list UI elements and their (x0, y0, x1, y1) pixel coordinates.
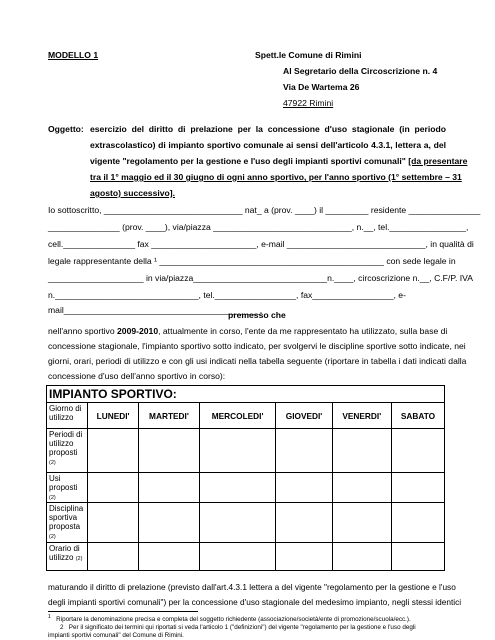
row-header-disciplina: Disciplina sportiva proposta (2) (47, 503, 88, 543)
table-title: IMPIANTO SPORTIVO: (47, 386, 445, 403)
table-cell[interactable] (276, 429, 332, 473)
oggetto-line-4: tra il 1° maggio ed il 30 giugno di ogni anno sportivo, per l'anno sportivo (1° settembre – 31 (90, 172, 462, 182)
footnote-2-cont: impianti sportivi comunali" del Comune di Rimini. (48, 632, 184, 639)
oggetto-line-5: agosto) successivo]. (90, 188, 176, 198)
footnote-1: $^1$ Riportare la denominazione precisa e completa del soggetto richiedente (associazione/società/ente di promozione/scuola/ecc.). (48, 614, 411, 624)
modello-label: MODELLO 1 (48, 50, 99, 60)
form-line-2: _______________ (prov. ____), via/piazza _____________________________, n.__, tel.________________, (48, 222, 469, 232)
day-venerdi: VENERDI' (332, 403, 391, 429)
day-sabato: SABATO (391, 403, 444, 429)
table-cell[interactable] (276, 473, 332, 503)
table-cell[interactable] (199, 503, 276, 543)
table-cell[interactable] (391, 473, 444, 503)
oggetto-label: Oggetto: (48, 124, 84, 134)
form-line-3: cell._______________ fax ______________________, e-mail _____________________________, in qualità di (48, 239, 474, 249)
row-header-orario: Orario di utilizzo (2) (47, 543, 88, 571)
oggetto-line-2: extrascolastico) di impianto sportivo comunale ai sensi dell'articolo 4.3.1, lettera a, del (90, 140, 446, 150)
day-mercoledi: MERCOLEDI' (199, 403, 276, 429)
day-giovedi: GIOVEDI' (276, 403, 332, 429)
row-header-giorno: Giorno di utilizzo (47, 403, 88, 429)
table-cell[interactable] (391, 503, 444, 543)
paragraph-line-4: concessione d'uso dell'anno sportivo in corso): (48, 371, 226, 381)
table-cell[interactable] (88, 543, 139, 571)
day-lunedi: LUNEDI' (88, 403, 139, 429)
table-cell[interactable] (391, 429, 444, 473)
premesso-heading: premesso che (228, 310, 286, 320)
table-cell[interactable] (88, 503, 139, 543)
table-cell[interactable] (391, 543, 444, 571)
form-line-6: n.______________________________, tel._________________, fax_________________, e- (48, 290, 406, 300)
day-martedi: MARTEDI' (139, 403, 200, 429)
table-cell[interactable] (276, 543, 332, 571)
table-cell[interactable] (332, 429, 391, 473)
oggetto-line-1: esercizio del diritto di prelazione per la concessione d'uso stagionale (in periodo (90, 124, 446, 134)
table-cell[interactable] (199, 473, 276, 503)
table-cell[interactable] (332, 473, 391, 503)
table-cell[interactable] (88, 473, 139, 503)
table-cell[interactable] (332, 503, 391, 543)
table-cell[interactable] (332, 543, 391, 571)
oggetto-line-3: vigente "regolamento per la gestione e l'uso degli impianti sportivi comunali" [da presentare (90, 156, 468, 166)
form-line-5: ____________________ in via/piazza____________________________n.____, circoscrizione n.__, C.F/P. IVA (48, 273, 473, 283)
row-header-usi: Usi proposti (2) (47, 473, 88, 503)
closing-line-2: degli impianti sportivi comunali") per la concessione d'uso stagionale del medesimo impianto, negli stessi identici (48, 597, 462, 607)
table-cell[interactable] (139, 503, 200, 543)
paragraph-line-1: nell'anno sportivo 2009-2010, attualmente in corso, l'ente da me rappresentato ha utilizzato, sulla base di (48, 326, 448, 336)
paragraph-line-2: concessione stagionale, l'impianto sportivo sotto indicato, per svolgervi le discipline sportive sotto indicate, nei (48, 341, 466, 351)
table-cell[interactable] (139, 429, 200, 473)
recipient-line-2: Al Segretario della Circoscrizione n. 4 (283, 66, 438, 76)
footnote-2: 2 Per il significato dei termini qui riportati si veda l'articolo 1 ("definizioni") del vigente "regolamento per la gestione e l'uso degli (60, 624, 416, 631)
table-cell[interactable] (199, 543, 276, 571)
form-line-1: Io sottoscritto, _____________________________ nat_ a (prov. ____) il _________ residente _______________ (48, 205, 481, 215)
recipient-line-3: Via De Wartema 26 (283, 82, 360, 92)
paragraph-line-3: giorni, orari, periodi di utilizzo e con gli usi indicati nella tabella seguente (riportare in tabella i dati indicati dalla (48, 356, 467, 366)
table-cell[interactable] (199, 429, 276, 473)
table-cell[interactable] (139, 473, 200, 503)
form-line-4: legale rappresentante della ¹ _______________________________________________ con sede legale in (48, 256, 456, 266)
table-cell[interactable] (276, 503, 332, 543)
schedule-table (46, 385, 445, 571)
recipient-line-4: 47922 Rimini (283, 98, 334, 108)
closing-line-1: maturando il diritto di prelazione (previsto dall'art.4.3.1 lettera a del vigente "regolamento per la gestione e l'uso (48, 582, 456, 592)
recipient-line-1: Spett.le Comune di Rimini (255, 50, 362, 60)
row-header-periodi: Periodi di utilizzo proposti (2) (47, 429, 88, 473)
form-line-7: mail_________________________________________, (48, 305, 263, 315)
table-cell[interactable] (88, 429, 139, 473)
footnote-separator (48, 611, 198, 612)
table-cell[interactable] (139, 543, 200, 571)
